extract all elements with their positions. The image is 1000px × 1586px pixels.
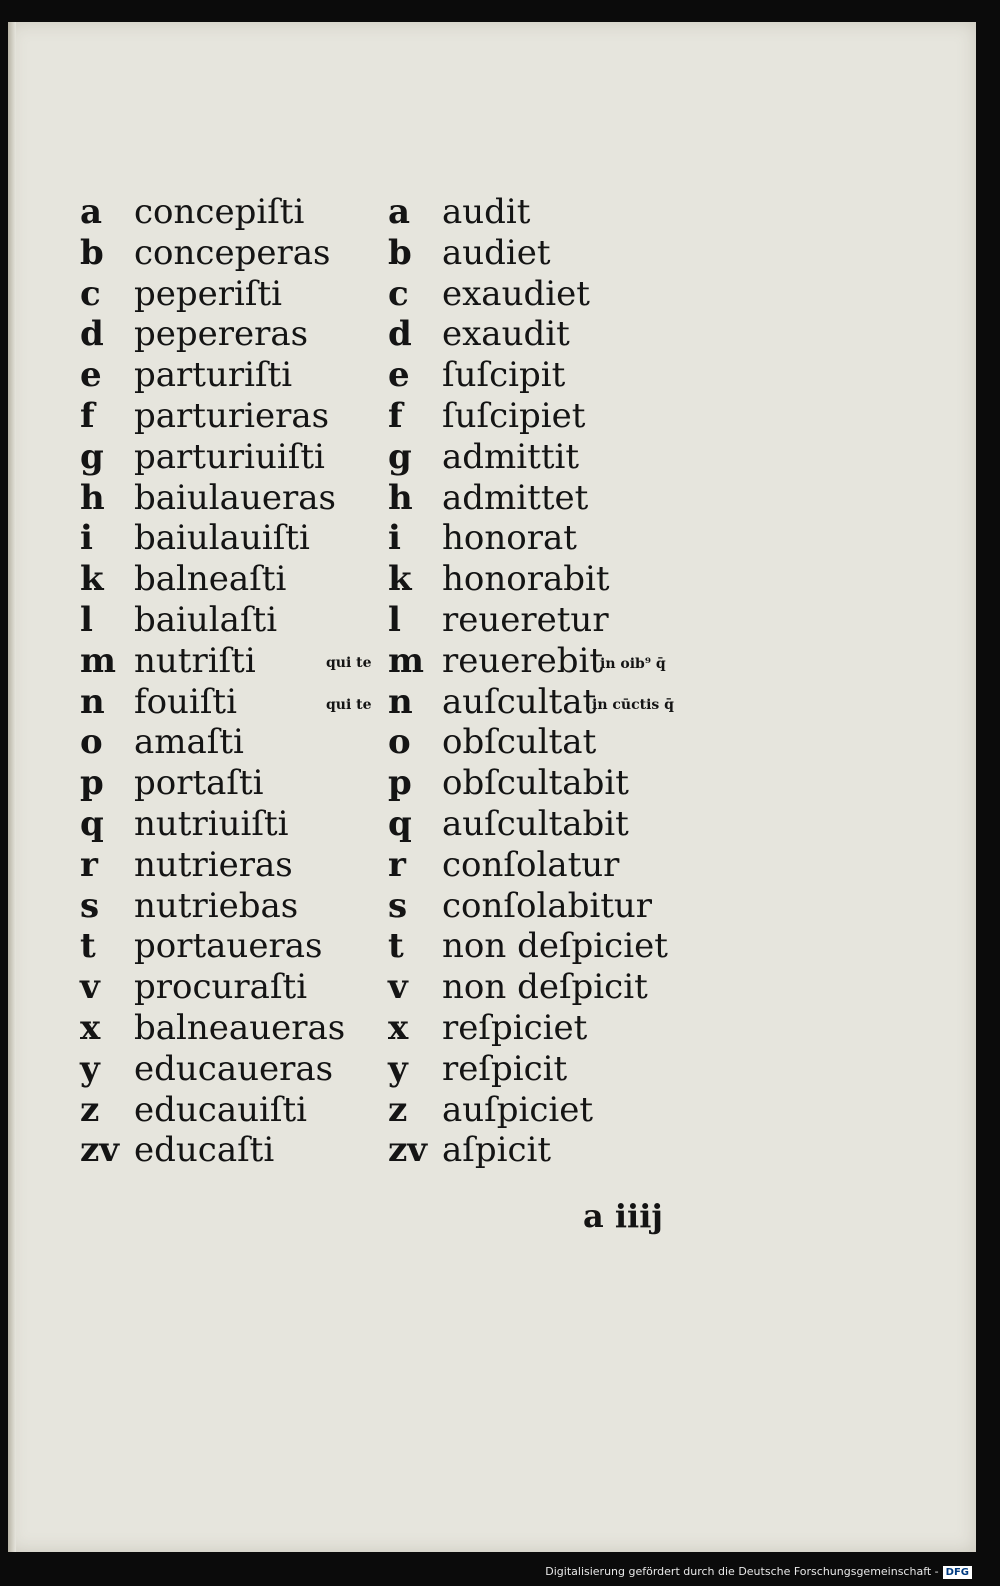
right-entry-word: honorat: [442, 518, 577, 559]
left-entry-letter: m: [80, 640, 116, 681]
dfg-logo: DFG: [943, 1566, 972, 1579]
left-entry-word: conceperas: [134, 232, 331, 273]
left-entry-letter: e: [80, 355, 102, 396]
right-entry-letter: q: [388, 804, 412, 844]
right-entry-letter: o: [388, 722, 411, 763]
right-entry-word: auſpiciet: [442, 1089, 594, 1130]
left-entry-word: educaueras: [134, 1048, 334, 1089]
left-entry-letter: a: [80, 192, 103, 232]
right-entry-word: admittet: [442, 477, 589, 518]
right-entry-word: audit: [442, 192, 531, 232]
right-entry-word: exaudit: [442, 314, 570, 355]
right-entry-letter: p: [388, 763, 412, 804]
right-entry-word: obſcultabit: [442, 763, 629, 804]
left-entry-letter: c: [80, 273, 101, 314]
left-entry-word: parturieras: [134, 396, 330, 436]
right-entry-letter: d: [388, 314, 412, 355]
right-entry-letter: e: [388, 355, 410, 396]
right-entry-word: auſcultabit: [442, 804, 629, 844]
left-entry-letter: s: [80, 885, 100, 926]
right-entry-word: reuerebit: [442, 640, 604, 681]
left-entry-word: nutriuiſti: [134, 804, 289, 844]
left-entry-letter: t: [80, 926, 96, 967]
right-entry-letter: z: [388, 1089, 408, 1130]
right-entry-word: aſpicit: [442, 1130, 552, 1171]
left-entry-word: portaueras: [134, 926, 323, 967]
left-entry-letter: z: [80, 1089, 100, 1130]
right-entry-word: conſolabitur: [442, 885, 653, 926]
left-entry-letter: y: [80, 1048, 100, 1089]
left-entry-letter: g: [80, 436, 104, 477]
left-entry-letter: n: [80, 681, 105, 722]
left-entry-word: concepiſti: [134, 192, 305, 232]
gloss-n-before: qui te: [326, 697, 372, 713]
left-entry-word: procuraſti: [134, 967, 308, 1008]
left-entry-letter: d: [80, 314, 104, 355]
left-entry-word: nutriſti: [134, 640, 256, 681]
right-entry-word: obſcultat: [442, 722, 597, 763]
right-entry-letter: l: [388, 600, 401, 640]
left-entry-word: parturiſti: [134, 355, 293, 396]
left-entry-letter: k: [80, 559, 104, 600]
footer: [545, 1564, 972, 1580]
right-entry-letter: c: [388, 273, 409, 314]
book-page: [8, 22, 976, 1552]
left-entry-letter: v: [80, 967, 100, 1008]
right-entry-letter: r: [388, 844, 406, 885]
right-entry-word: conſolatur: [442, 844, 620, 885]
left-entry-word: nutriebas: [134, 885, 299, 926]
right-entry-letter: y: [388, 1048, 408, 1089]
right-entry-letter: h: [388, 477, 413, 518]
right-entry-letter: i: [388, 518, 401, 559]
left-entry-word: parturiuiſti: [134, 436, 325, 477]
right-entry-word: audiet: [442, 232, 551, 273]
right-entry-letter: v: [388, 967, 408, 1008]
left-entry-letter: p: [80, 763, 104, 804]
left-entry-word: baiulaſti: [134, 600, 278, 640]
right-entry-letter: f: [388, 396, 403, 436]
left-entry-word: fouiſti: [134, 681, 237, 722]
left-entry-word: peperiſti: [134, 273, 283, 314]
right-entry-word: exaudiet: [442, 273, 590, 314]
page-signature: a iiij: [583, 1197, 663, 1235]
gloss-m-before: qui te: [326, 655, 372, 671]
right-entry-letter: n: [388, 681, 413, 722]
left-entry-word: nutrieras: [134, 844, 293, 885]
left-entry-word: balneaſti: [134, 559, 287, 600]
right-entry-word: reſpiciet: [442, 1008, 588, 1048]
right-entry-word: ſuſcipiet: [442, 396, 586, 436]
left-entry-word: baiulauiſti: [134, 518, 310, 559]
right-entry-letter: a: [388, 192, 411, 232]
right-entry-word: non deſpiciet: [442, 926, 668, 967]
right-entry-letter: s: [388, 885, 408, 926]
right-entry-letter: t: [388, 926, 404, 967]
right-entry-letter: b: [388, 232, 412, 273]
left-entry-word: pepereras: [134, 314, 309, 355]
left-entry-word: amaſti: [134, 722, 244, 763]
left-entry-letter: zv: [80, 1130, 120, 1171]
right-entry-word: admittit: [442, 436, 580, 477]
left-entry-letter: q: [80, 804, 104, 844]
left-entry-letter: o: [80, 722, 103, 763]
left-entry-letter: l: [80, 600, 93, 640]
left-entry-word: educauiſti: [134, 1089, 307, 1130]
right-entry-word: auſcultat: [442, 681, 597, 722]
right-entry-letter: k: [388, 559, 412, 600]
page-edge: [8, 22, 16, 1552]
left-entry-word: portaſti: [134, 763, 264, 804]
left-entry-word: baiulaueras: [134, 477, 336, 518]
footer-text: Digitalisierung gefördert durch die Deutsche Forschungsgemeinschaft -: [545, 1565, 939, 1578]
right-entry-word: reueretur: [442, 600, 609, 640]
right-entry-word: non deſpicit: [442, 967, 648, 1008]
gloss-n-after: in cūctis q̄: [592, 697, 674, 713]
left-entry-letter: h: [80, 477, 105, 518]
right-entry-word: ſuſcipit: [442, 355, 566, 396]
right-entry-letter: x: [388, 1008, 409, 1048]
right-entry-word: honorabit: [442, 559, 610, 600]
right-entry-letter: m: [388, 640, 424, 681]
right-entry-word: reſpicit: [442, 1048, 568, 1089]
left-entry-letter: x: [80, 1008, 101, 1048]
left-entry-letter: b: [80, 232, 104, 273]
left-entry-letter: r: [80, 844, 98, 885]
left-entry-word: educaſti: [134, 1130, 275, 1171]
gloss-m-after: in oib⁹ q̄: [600, 656, 666, 672]
right-entry-letter: g: [388, 436, 412, 477]
right-entry-letter: zv: [388, 1130, 428, 1171]
left-entry-letter: f: [80, 396, 95, 436]
left-entry-word: balneaueras: [134, 1008, 346, 1048]
left-entry-letter: i: [80, 518, 93, 559]
